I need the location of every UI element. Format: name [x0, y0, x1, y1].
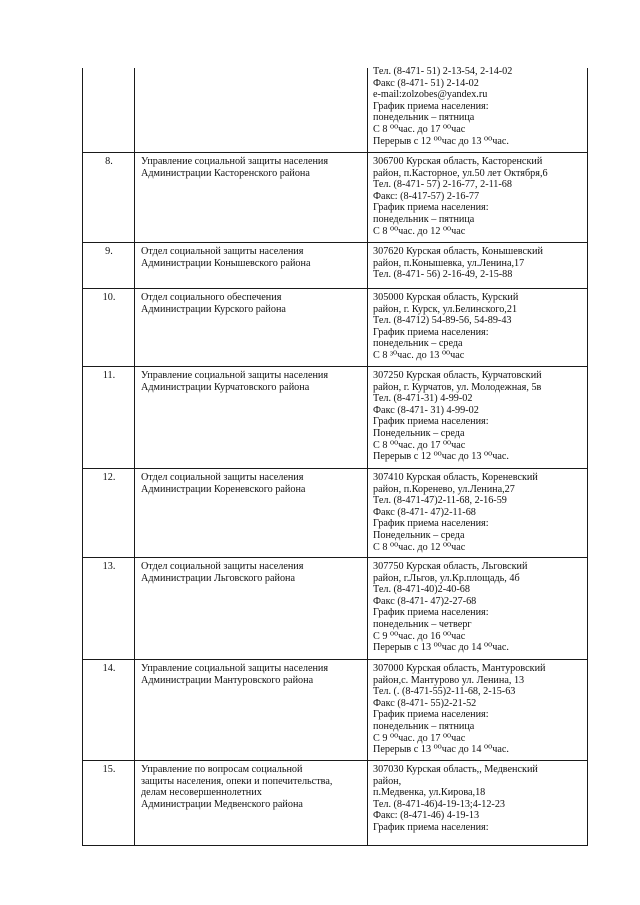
organization-name: [141, 156, 328, 179]
contact-line: Тел. (8-471- 57) 2-16-77, 2-11-68: [373, 179, 512, 191]
name-line: Администрации Кореневского района: [141, 483, 306, 495]
contact-cell: [373, 292, 518, 362]
table-border-left: [82, 68, 83, 846]
contact-line: 305000 Курская область, Курский: [373, 292, 519, 303]
column-divider-2: [367, 68, 368, 846]
contact-line: Тел. (8-4712) 54-89-56, 54-89-43: [373, 315, 512, 327]
contact-line: График приема населения:: [373, 709, 489, 721]
contact-line: Тел. (8-471-46)4-19-13;4-12-23: [373, 798, 506, 810]
organization-name: [141, 663, 328, 686]
contact-line: График приема населения:: [373, 202, 489, 214]
row-separator: [82, 152, 588, 153]
contact-cell: [373, 663, 546, 756]
row-separator: [82, 468, 588, 469]
name-line: Управление социальной защиты населения: [141, 156, 329, 167]
name-line: Управление по вопросам социальной: [141, 764, 303, 775]
contact-line: район,с. Мантурово ул. Ленина, 13: [373, 674, 525, 686]
contact-line: район, п.Касторное, ул.50 лет Октября,6: [373, 167, 548, 179]
row-separator: [82, 557, 588, 558]
name-line: Администрации Мантуровского района: [141, 674, 314, 686]
contact-line: С 8 ⁰⁰час. до 17 ⁰⁰час: [373, 439, 466, 451]
organization-name: [141, 561, 303, 584]
contact-line: 307750 Курская область, Льговский: [373, 561, 528, 572]
row-number: 11.: [102, 370, 116, 381]
row-separator: [82, 760, 588, 761]
name-line: Администрации Конышевского района: [141, 257, 311, 269]
contact-cell: [373, 561, 527, 654]
row-number: 10.: [102, 292, 116, 303]
contact-line: График приема населения:: [373, 821, 489, 833]
contact-line: понедельник – четверг: [373, 618, 472, 630]
contact-line: п.Медвенка, ул.Кирова,18: [373, 787, 486, 799]
row-number: 12.: [102, 472, 116, 483]
contact-line: Перерыв с 12 ⁰⁰час до 13 ⁰⁰час.: [373, 451, 509, 463]
contact-line: График приема населения:: [373, 416, 489, 428]
contact-line: С 8 ⁰⁰час. до 17 ⁰⁰час: [373, 123, 466, 135]
contact-line: Перерыв с 13 ⁰⁰час до 14 ⁰⁰час.: [373, 744, 509, 756]
contact-line: район, п.Коренево, ул.Ленина,27: [373, 483, 515, 495]
organization-name: [141, 370, 328, 393]
row-separator: [82, 288, 588, 289]
contact-line: График приема населения:: [373, 100, 489, 112]
name-line: Администрации Курского района: [141, 303, 286, 315]
contact-line: С 9 ⁰⁰час. до 17 ⁰⁰час: [373, 732, 466, 744]
contact-line: С 8 ⁰⁰час. до 12 ⁰⁰час: [373, 225, 466, 237]
contact-line: Тел. (. (8-471-55)2-11-68, 2-15-63: [373, 686, 516, 698]
row-number: 14.: [102, 663, 116, 674]
name-line: делам несовершеннолетних: [141, 787, 262, 799]
contact-line: График приема населения:: [373, 607, 489, 619]
organization-name: [141, 472, 305, 495]
contact-line: Факс (8-471- 31) 4-99-02: [373, 404, 479, 416]
contact-line: С 9 ⁰⁰час. до 16 ⁰⁰час: [373, 630, 466, 642]
name-line: Администрации Курчатовского района: [141, 381, 310, 393]
table-border-right: [587, 68, 588, 846]
contact-line: 307000 Курская область, Мантуровский: [373, 663, 546, 674]
name-line: Управление социальной защиты населения: [141, 663, 329, 674]
row-number: 9.: [105, 246, 113, 257]
row-separator: [82, 659, 588, 660]
contact-line: 307250 Курская область, Курчатовский: [373, 370, 542, 381]
contact-cell: [373, 246, 543, 281]
contact-cell: [373, 156, 548, 237]
contact-line: Факс: (8-471-46) 4-19-13: [373, 810, 480, 822]
row-separator: [82, 242, 588, 243]
contact-line: e-mail:zolzobes@yandex.ru: [373, 89, 488, 101]
contact-line: Перерыв с 13 ⁰⁰час до 14 ⁰⁰час.: [373, 642, 509, 654]
organization-name: [141, 246, 311, 269]
contact-line: район, г.Льгов, ул.Кр.площадь, 4б: [373, 572, 520, 584]
contact-line: Факс: (8-417-57) 2-16-77: [373, 190, 480, 202]
name-line: Отдел социального обеспечения: [141, 292, 282, 303]
contact-line: 307410 Курская область, Кореневский: [373, 472, 538, 483]
name-line: Отдел социальной защиты населения: [141, 561, 304, 572]
contact-cell: [373, 370, 542, 463]
contact-line: Тел. (8-471-31) 4-99-02: [373, 393, 473, 405]
contact-line: С 8 ⁰⁰час. до 12 ⁰⁰час: [373, 541, 466, 553]
contact-line: район, п.Конышевка, ул.Ленина,17: [373, 257, 525, 269]
name-line: Администрации Касторенского района: [141, 167, 310, 179]
organization-name: [141, 764, 332, 810]
contact-line: Перерыв с 12 ⁰⁰час до 13 ⁰⁰час.: [373, 135, 509, 147]
contact-line: 307030 Курская область,, Медвенский: [373, 764, 538, 775]
row-number: 13.: [102, 561, 116, 572]
contact-line: Факс (8-471- 55)2-21-52: [373, 697, 477, 709]
name-line: Администрации Льговского района: [141, 572, 296, 584]
contact-cell: [373, 66, 512, 147]
name-line: Отдел социальной защиты населения: [141, 472, 304, 483]
name-line: защиты населения, опеки и попечительства,: [141, 775, 333, 787]
row-number: 15.: [102, 764, 116, 775]
name-line: Управление социальной защиты населения: [141, 370, 329, 381]
contact-line: Понедельник – среда: [373, 529, 465, 541]
contact-line: район, г. Курчатов, ул. Молодежная, 5в: [373, 381, 542, 393]
contact-line: Тел. (8-471-47)2-11-68, 2-16-59: [373, 495, 507, 507]
column-divider-1: [134, 68, 135, 846]
contact-line: Понедельник – среда: [373, 427, 465, 439]
contact-line: С 8 ³⁰час. до 13 ⁰⁰час: [373, 349, 465, 361]
row-number: 8.: [105, 156, 113, 167]
row-separator: [82, 366, 588, 367]
contact-line: 306700 Курская область, Касторенский: [373, 156, 543, 167]
contact-line: район,: [373, 775, 402, 787]
contact-line: График приема населения:: [373, 518, 489, 530]
contact-line: Факс (8-471- 47)2-27-68: [373, 595, 477, 607]
contact-line: Тел. (8-471- 51) 2-13-54, 2-14-02: [373, 66, 513, 77]
contact-line: График приема населения:: [373, 326, 489, 338]
contact-line: Факс (8-471- 47)2-11-68: [373, 506, 476, 518]
contact-line: Факс (8-471- 51) 2-14-02: [373, 77, 479, 89]
contact-line: Тел. (8-471- 56) 2-16-49, 2-15-88: [373, 269, 513, 281]
contact-line: Тел. (8-471-40)2-40-68: [373, 584, 470, 596]
contact-line: понедельник – среда: [373, 338, 463, 350]
contact-line: 307620 Курская область, Конышевский: [373, 246, 543, 257]
name-line: Администрации Медвенского района: [141, 798, 303, 810]
contact-cell: [373, 764, 538, 834]
contact-line: район, г. Курск, ул.Белинского,21: [373, 303, 518, 315]
table-border-bottom: [82, 845, 588, 846]
contact-cell: [373, 472, 538, 553]
contact-line: понедельник – пятница: [373, 720, 475, 732]
organization-name: [141, 292, 286, 315]
contact-line: понедельник – пятница: [373, 213, 475, 225]
name-line: Отдел социальной защиты населения: [141, 246, 304, 257]
contact-line: понедельник – пятница: [373, 112, 475, 124]
